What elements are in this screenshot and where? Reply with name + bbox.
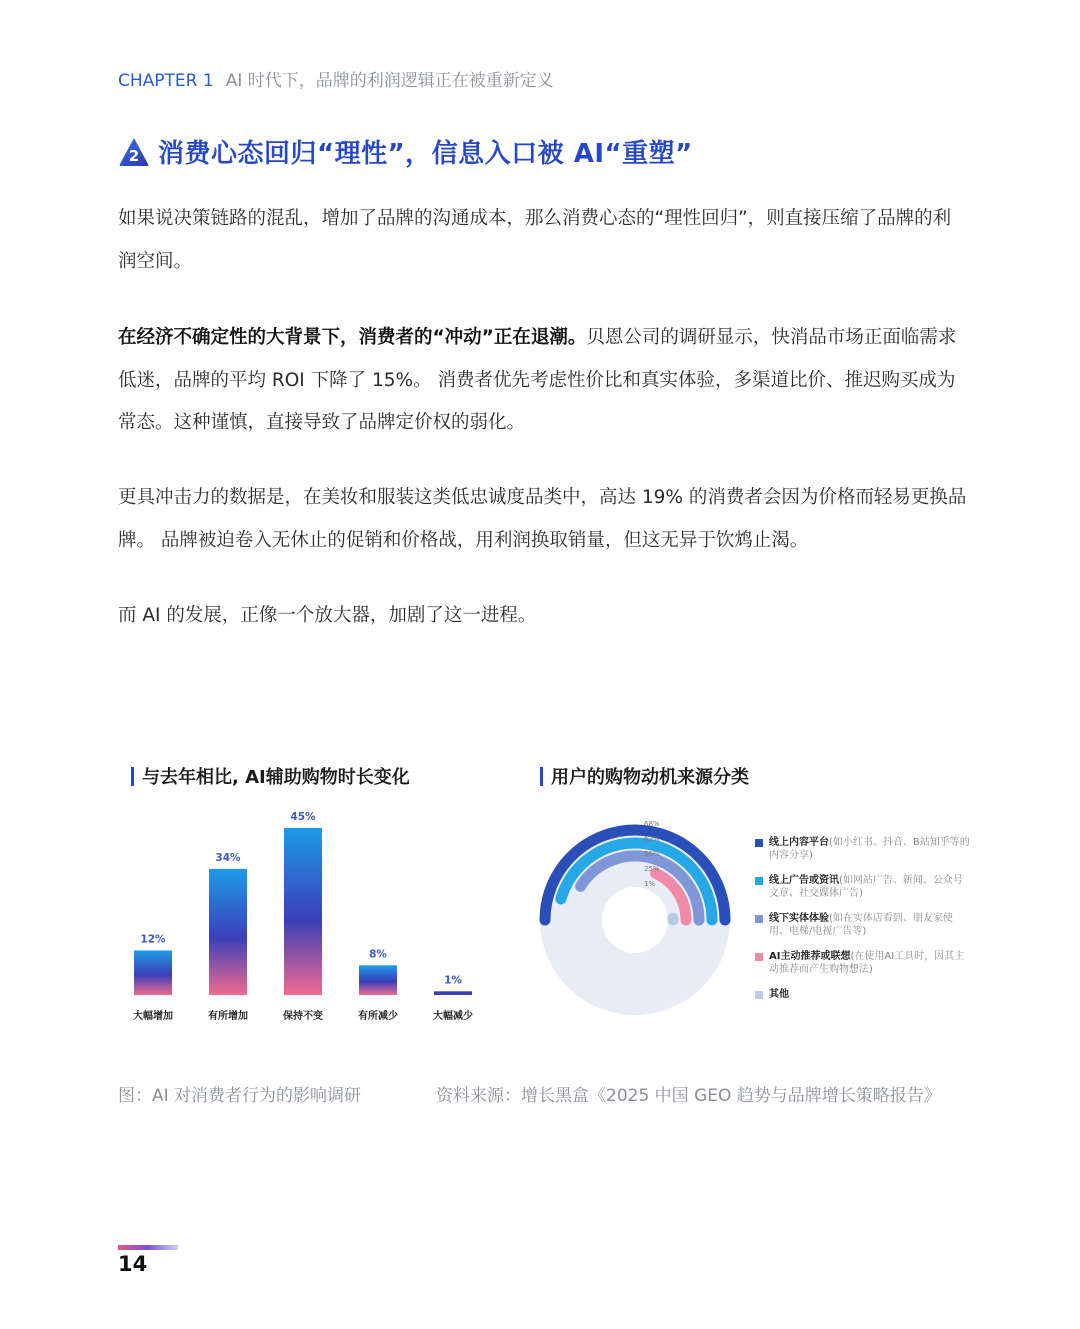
bar-category-label: 有所减少 <box>358 1011 398 1022</box>
bar-value-label: 34% <box>215 851 241 864</box>
bar-chart-title-text: 与去年相比, AI辅助购物时长变化 <box>142 767 410 788</box>
legend-text <box>769 836 970 862</box>
bar-value-label: 1% <box>444 974 462 987</box>
title-accent-bar <box>540 767 543 786</box>
chapter-header <box>118 66 554 91</box>
donut-chart-title-text: 用户的购物动机来源分类 <box>551 767 749 788</box>
paragraph-3: 更具冲击力的数据是，在美妆和服装这类低忠诚度品类中，高达 19% 的消费者会因为价格而轻易更换品牌。 品牌被迫卷入无休止的促销和价格战，用利润换取销量，但这无异于饮鸩止渴。 <box>118 487 967 551</box>
legend-description: (在使用AI工具时，因其主动推荐而产生购物想法) <box>769 951 965 975</box>
radial-value-label: 56% <box>644 850 660 858</box>
bar-1 <box>209 869 247 995</box>
legend-item <box>755 912 970 938</box>
bar-category-label: 保持不变 <box>283 1011 323 1022</box>
legend-text <box>769 912 970 938</box>
figure-caption: 图：AI 对消费者行为的影响调研 <box>118 1086 362 1106</box>
legend-text <box>769 874 970 900</box>
radial-value-label: 68% <box>644 820 660 828</box>
legend-description: (如网站广告、新闻、公众号文章、社交媒体广告) <box>769 875 963 899</box>
paragraph-2-bold: 在经济不确定性的大背景下，消费者的“冲动”正在退潮。 <box>118 327 587 348</box>
section-title-text: 消费心态回归“理性”，信息入口被 AI“重塑” <box>158 139 693 169</box>
chapter-title: AI 时代下，品牌的利润逻辑正在被重新定义 <box>225 71 554 91</box>
radial-center-hole <box>602 887 668 953</box>
radial-value-label: 1% <box>644 880 656 888</box>
paragraph-2 <box>118 317 968 445</box>
legend-label: 线上广告或资讯 <box>769 875 839 886</box>
paragraph-2-rest: 贝恩公司的调研显示，快消品市场正面临需求低迷，品牌的平均 ROI 下降了 15%。 消费者优先考虑性价比和真实体验，多渠道比价、推迟购买成为常态。这种谨慎，直接导致了品牌定价权的弱化。 <box>118 327 957 433</box>
radial-chart-legend <box>755 836 970 1013</box>
bar-value-label: 45% <box>290 811 316 823</box>
bar-chart <box>118 800 488 1030</box>
paragraph-1: 如果说决策链路的混乱，增加了品牌的沟通成本，那么消费心态的“理性回归”，则直接压缩了品牌的利润空间。 <box>118 208 952 272</box>
radial-bar-chart <box>530 815 740 1025</box>
section-title <box>118 133 693 170</box>
radial-value-label: 62% <box>644 835 660 843</box>
bar-2 <box>284 828 322 995</box>
bar-4 <box>434 991 472 995</box>
paragraph-4: 而 AI 的发展，正像一个放大器，加剧了这一进程。 <box>118 605 537 626</box>
bar-category-label: 有所增加 <box>208 1011 248 1022</box>
legend-text <box>769 988 789 1001</box>
donut-chart-title <box>540 763 749 789</box>
legend-label: 线上内容平台 <box>769 837 829 848</box>
bar-0 <box>134 950 172 995</box>
page-number: 14 <box>118 1252 148 1276</box>
section-number-badge-icon <box>118 136 150 168</box>
legend-label: AI主动推荐或联想 <box>769 951 851 962</box>
title-accent-bar <box>131 767 134 786</box>
bar-value-label: 12% <box>140 933 166 946</box>
radial-value-label: 25% <box>644 865 660 873</box>
legend-description: (如在实体店看到、朋友家使用、电梯/电视广告等) <box>769 913 953 937</box>
legend-label: 其他 <box>769 989 789 1000</box>
bar-category-label: 大幅减少 <box>433 1011 473 1022</box>
source-caption: 资料来源：增长黑盒《2025 中国 GEO 趋势与品牌增长策略报告》 <box>436 1086 941 1106</box>
page-number-accent <box>118 1245 178 1250</box>
section-badge-number: 2 <box>128 146 140 165</box>
legend-swatch <box>755 915 763 923</box>
legend-description: (如小红书、抖音、B站知乎等的内容分享) <box>769 837 970 861</box>
legend-item <box>755 874 970 900</box>
legend-swatch <box>755 953 763 961</box>
bar-3 <box>359 965 397 995</box>
bar-value-label: 8% <box>369 948 387 961</box>
legend-swatch <box>755 839 763 847</box>
legend-item <box>755 836 970 862</box>
legend-item <box>755 950 970 976</box>
legend-item <box>755 988 970 1001</box>
legend-swatch <box>755 991 763 999</box>
legend-swatch <box>755 877 763 885</box>
bar-category-label: 大幅增加 <box>133 1011 173 1022</box>
bar-chart-title <box>131 763 410 789</box>
legend-text <box>769 950 970 976</box>
legend-label: 线下实体体验 <box>769 913 829 924</box>
chapter-number: CHAPTER 1 <box>118 71 214 91</box>
